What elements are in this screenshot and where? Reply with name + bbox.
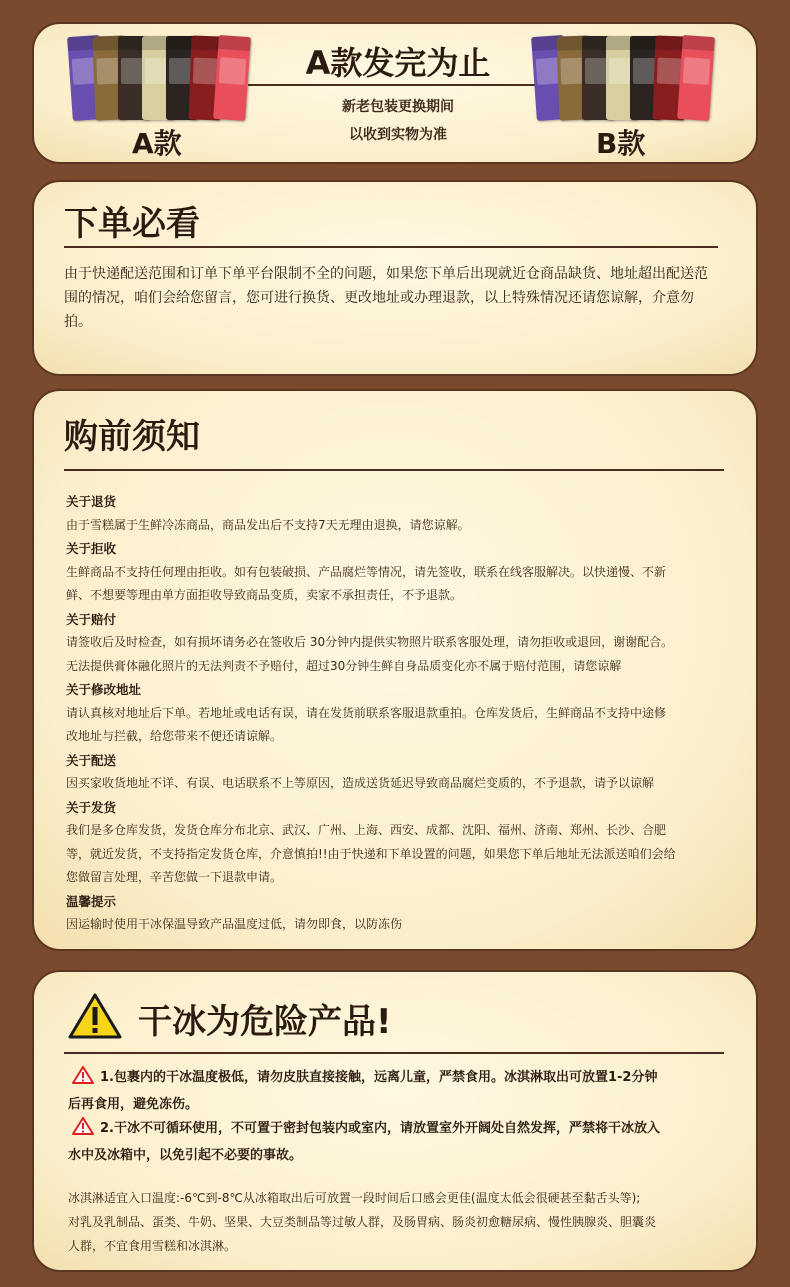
section-title: 关于修改地址 — [66, 682, 142, 697]
dry-ice-card — [32, 970, 758, 1272]
pack — [677, 35, 715, 121]
terms-title: 购前须知 — [64, 417, 200, 457]
section-title: 温馨提示 — [66, 893, 117, 909]
notice-body: 由于快递配送范围和订单下单平台限制不全的问题，如果您下单后出现就近仓商品缺货、地址超出配送范围的情况，咱们会给您留言，您可进行换货、更改地址或办理退款，以上特殊情况还请您谅解，介意勿拍。 — [64, 266, 708, 330]
banner-note-1: 新老包装更换期间 — [342, 99, 454, 115]
section-line: 生鲜商品不支持任何理由拒收。如有包装破损、产品腐烂等情况，请先签收，联系在线客服解决。以快递慢、不新 — [66, 564, 667, 579]
terms-section — [66, 678, 736, 749]
alert-icon — [72, 1066, 94, 1093]
notice-title: 下单必看 — [64, 204, 200, 244]
label-b: B款 — [596, 127, 646, 160]
terms-section — [66, 537, 736, 608]
warning-triangle-icon — [68, 992, 122, 1040]
section-title: 关于配送 — [66, 752, 117, 768]
banner-card — [32, 22, 758, 164]
label-a: A款 — [132, 127, 182, 160]
banner-rule — [248, 84, 548, 86]
section-line: 您做留言处理，辛苦您做一下退款申请。 — [66, 870, 283, 884]
terms-section — [66, 890, 736, 937]
terms-section — [66, 608, 736, 679]
section-line: 因买家收货地址不详、有误、电话联系不上等原因，造成送货延迟导致商品腐烂变质的，不予退款，请予以谅解 — [66, 776, 655, 790]
section-line: 改地址与拦截，给您带来不便还请谅解。 — [66, 729, 283, 743]
notice-card — [32, 180, 758, 376]
section-line: 请认真核对地址后下单。若地址或电话有误，请在发货前联系客服退款重拍。仓库发货后，生鲜商品不支持中途修 — [66, 705, 667, 720]
section-title: 关于发货 — [66, 799, 117, 815]
notice-rule — [64, 246, 718, 248]
section-line: 无法提供膏体融化照片的无法判责不予赔付，超过30分钟生鲜自身品质变化亦不属于赔付范围，请您谅解 — [66, 658, 622, 673]
terms-list — [66, 490, 736, 937]
product-image-a — [70, 36, 250, 122]
storage-note-line: 冰淇淋适宜入口温度:-6℃到-8℃从冰箱取出后可放置一段时间后口感会更佳(温度太低会很硬甚至黏舌头等); — [68, 1191, 641, 1205]
dry-ice-title: 干冰为危险产品! — [138, 1002, 392, 1042]
alert-icon — [72, 1117, 94, 1144]
banner-title: A款发完为止 — [305, 44, 491, 82]
terms-section — [66, 796, 736, 890]
dry-ice-rule — [64, 1052, 724, 1054]
terms-card — [32, 389, 758, 951]
warning-2-line-1: 2.干冰不可循环使用，不可置于密封包装内或室内，请放置室外开阔处自然发挥，严禁将干冰放入 — [68, 1117, 726, 1144]
terms-section — [66, 749, 736, 796]
warning-1-line-1: 1.包裹内的干冰温度极低，请勿皮肤直接接触，远离儿童，严禁食用。冰淇淋取出可放置1-2分钟 — [68, 1066, 726, 1093]
warning-1-line-2: 后再食用，避免冻伤。 — [68, 1097, 199, 1112]
terms-section — [66, 490, 736, 537]
section-line: 因运输时使用干冰保温导致产品温度过低，请勿即食，以防冻伤 — [66, 917, 403, 931]
section-line: 等，就近发货，不支持指定发货仓库，介意慎拍!!由于快递和下单设置的问题，如果您下单后地址无法派送咱们会给 — [66, 846, 676, 861]
storage-note — [68, 1186, 732, 1258]
section-line: 请签收后及时检查，如有损坏请务必在签收后 30分钟内提供实物照片联系客服处理，请勿拒收或退回，谢谢配合。 — [66, 635, 674, 649]
section-line: 由于雪糕属于生鲜冷冻商品，商品发出后不支持7天无理由退换，请您谅解。 — [66, 517, 470, 532]
storage-note-line: 人群，不宜食用雪糕和冰淇淋。 — [68, 1239, 237, 1253]
banner-note-2: 以收到实物为准 — [349, 127, 447, 143]
section-line: 鲜、不想要等理由单方面拒收导致商品变质，卖家不承担责任，不予退款。 — [66, 588, 463, 602]
section-title: 关于拒收 — [66, 541, 117, 556]
warning-1 — [68, 1066, 726, 1168]
storage-note-line: 对乳及乳制品、蛋类、牛奶、坚果、大豆类制品等过敏人群，及肠胃病、肠炎初愈糖尿病、慢性胰腺炎、胆囊炎 — [68, 1215, 657, 1229]
product-image-b — [534, 36, 714, 122]
warning-2-line-2: 水中及冰箱中，以免引起不必要的事故。 — [68, 1148, 303, 1163]
terms-rule — [64, 469, 724, 471]
section-line: 我们是多仓库发货，发货仓库分布北京、武汉、广州、上海、西安、成都、沈阳、福州、济南、郑州、长沙、合肥 — [66, 823, 667, 837]
section-title: 关于退货 — [66, 494, 117, 509]
section-title: 关于赔付 — [66, 611, 117, 627]
pack — [213, 35, 251, 121]
